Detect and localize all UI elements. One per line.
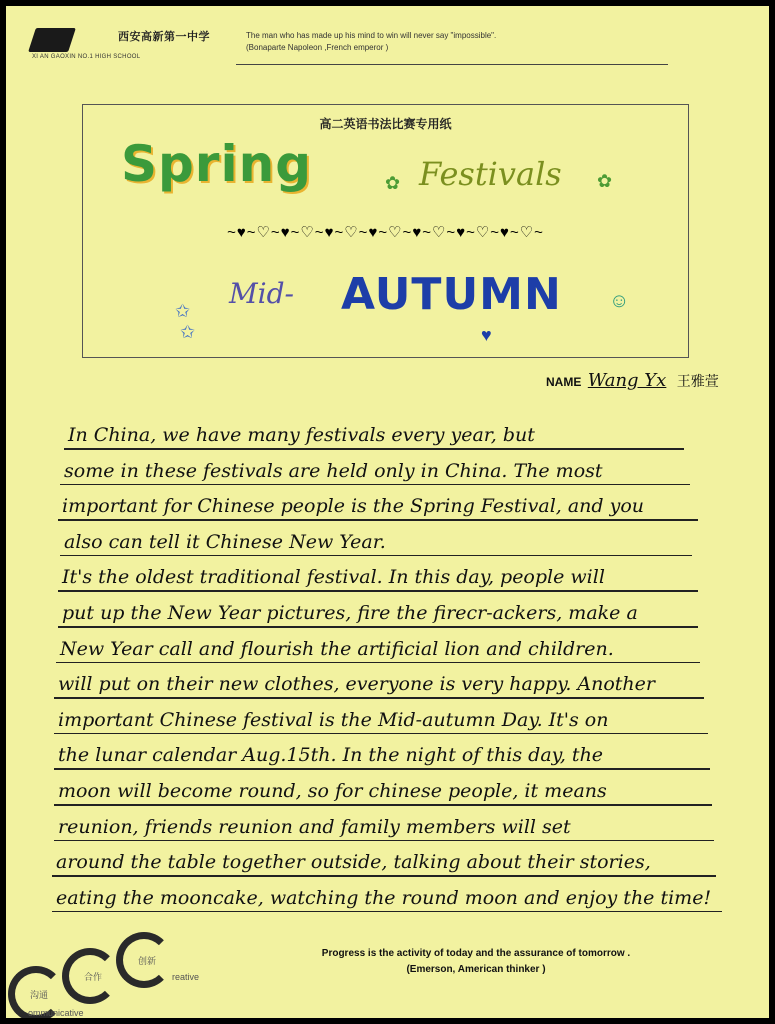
logo-label: ommunicative — [28, 1008, 84, 1018]
clover-icon-2: ✿ — [597, 171, 613, 191]
essay-line: New Year call and flourish the artificial lion and children. — [60, 637, 614, 660]
title-box — [82, 104, 689, 358]
logo-chinese-name: 西安高新第一中学 — [118, 31, 210, 43]
ruled-line — [58, 519, 698, 521]
ruled-line — [54, 768, 710, 770]
autumn-heading: AUTUMN — [341, 269, 562, 320]
competition-title: 高二英语书法比赛专用纸 — [319, 117, 452, 131]
essay-line: put up the New Year pictures, fire the firecr-ackers, make a — [62, 602, 638, 624]
ruled-line — [56, 662, 700, 664]
essay-line: important Chinese festival is the Mid-autumn Day. It's on — [58, 708, 609, 731]
ruled-line — [52, 875, 716, 877]
ruled-line — [60, 484, 690, 486]
ruled-line — [60, 555, 692, 557]
essay-line: around the table together outside, talking about their stories, — [56, 851, 651, 874]
essay-line: will put on their new clothes, everyone is very happy. Another — [58, 673, 655, 696]
ruled-line — [54, 733, 708, 735]
mid-heading: Mid- — [229, 277, 295, 310]
ruled-line — [54, 804, 712, 806]
name-field — [546, 370, 719, 391]
ruled-line — [52, 911, 722, 913]
logo-label: reative — [172, 972, 200, 982]
essay-line: also can tell it Chinese New Year. — [64, 530, 386, 553]
footer-quote-attribution: (Emerson, American thinker ) — [406, 964, 546, 975]
logo-label: 沟通 — [30, 990, 49, 1000]
ruled-line — [58, 626, 698, 628]
essay-line: important for Chinese people is the Spring Festival, and you — [62, 495, 645, 518]
ruled-line — [58, 590, 698, 592]
heart-icon: ♥ — [481, 325, 492, 345]
essay-line: moon will become round, so for chinese people, it means — [58, 780, 607, 802]
essay-line: some in these festivals are held only in China. The most — [64, 459, 603, 482]
header-rule — [236, 64, 668, 65]
essay-line: eating the mooncake, watching the round moon and enjoy the time! — [56, 886, 712, 909]
logo-mark-icon — [28, 28, 76, 52]
logo-label: 合作 — [84, 972, 103, 982]
ruled-line — [54, 840, 714, 842]
footer-quote-text: Progress is the activity of today and the assurance of tomorrow . — [321, 948, 631, 959]
footer-quote — [236, 946, 716, 978]
name-value: Wang Yx — [587, 370, 667, 391]
ruled-line — [54, 697, 704, 699]
festivals-heading: Festivals — [419, 155, 562, 193]
name-label: NAME — [546, 375, 582, 389]
header-quote — [246, 30, 686, 54]
logo-label: 创新 — [138, 956, 157, 966]
spring-heading: Spring — [121, 135, 312, 193]
logo-english-name: XI AN GAOXIN NO.1 HIGH SCHOOL — [32, 54, 141, 60]
essay-line: It's the oldest traditional festival. In this day, people will — [62, 566, 605, 589]
essay-line: In China, we have many festivals every year, but — [68, 424, 535, 446]
name-chinese: 王雅萱 — [676, 373, 719, 389]
smiley-face-icon: ☺ — [609, 290, 630, 312]
clover-icon: ✿ — [385, 173, 401, 193]
handwriting-sheet — [6, 6, 769, 1018]
header-quote-attribution: (Bonaparte Napoleon ,French emperor ) — [246, 43, 389, 52]
footer-logo — [6, 930, 236, 1018]
essay-line: the lunar calendar Aug.15th. In the night of this day, the — [58, 744, 604, 767]
hearts-border: ~♥~♡~♥~♡~♥~♡~♥~♡~♥~♡~♥~♡~♥~♡~ — [227, 224, 544, 241]
stars-doodle-icon: ✩ ✩ — [175, 301, 196, 342]
ruled-line — [64, 448, 684, 450]
school-logo — [32, 28, 242, 66]
essay-line: reunion, friends reunion and family members will set — [58, 815, 571, 838]
header-quote-text: The man who has made up his mind to win will never say "impossible". — [246, 31, 497, 40]
